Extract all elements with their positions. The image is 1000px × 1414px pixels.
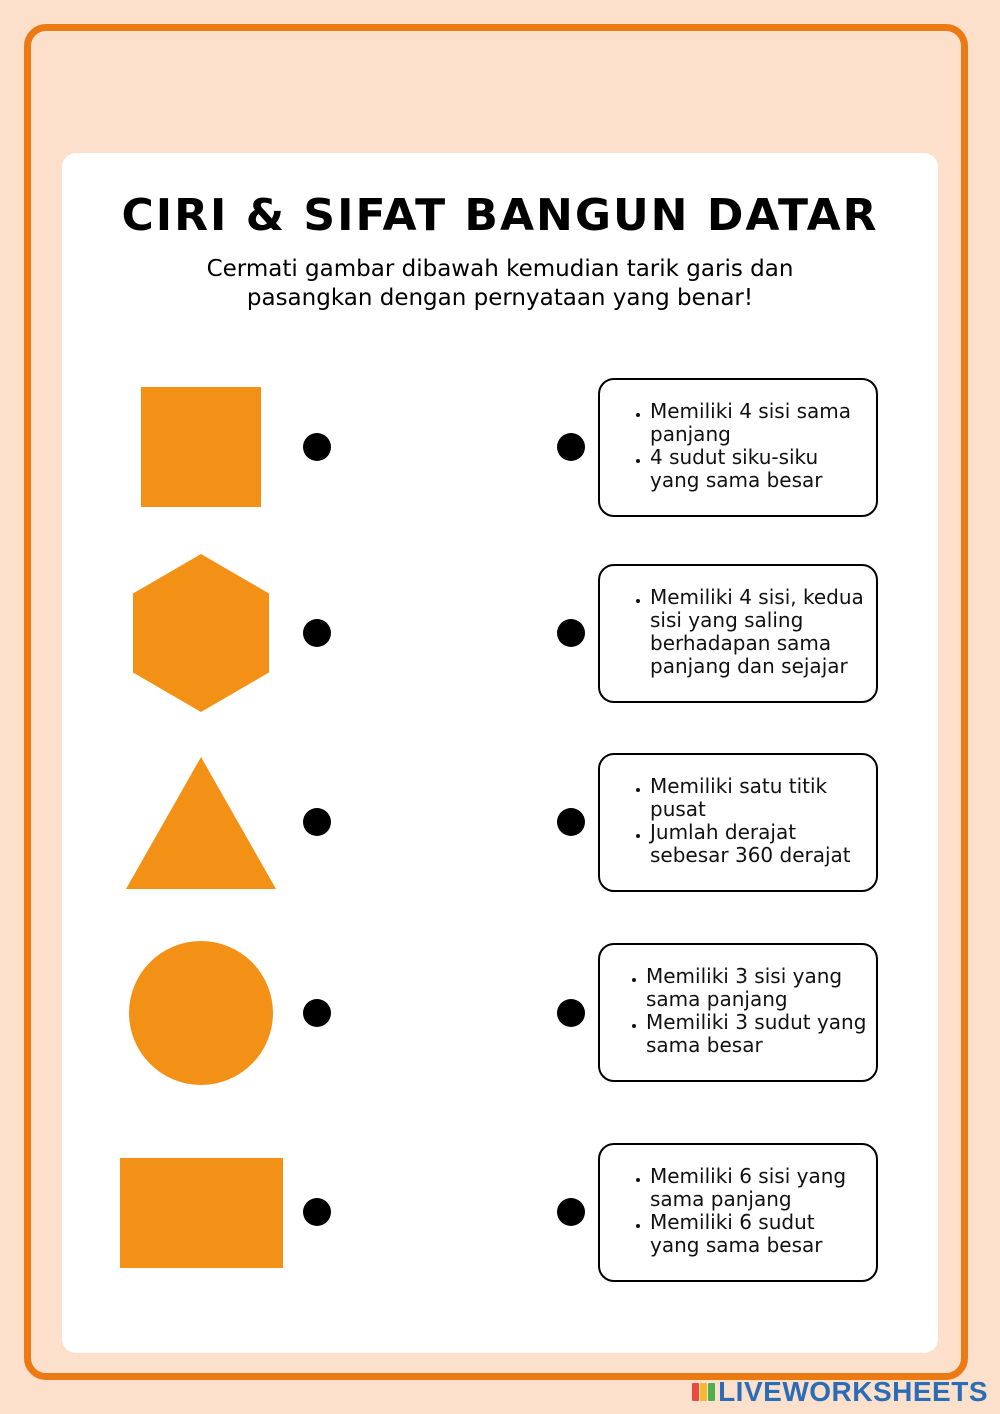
statement-list xyxy=(600,586,868,678)
statement-list xyxy=(600,1165,868,1257)
triangle-shape xyxy=(126,757,276,889)
shape-connector-dot[interactable] xyxy=(303,619,331,647)
statement-box xyxy=(598,943,878,1082)
shape-connector-dot[interactable] xyxy=(303,808,331,836)
statement-box xyxy=(598,1143,878,1282)
statement-item: • Memiliki 6 sudut yang sama besar xyxy=(650,1211,868,1257)
statement-item: • 4 sudut siku-siku yang sama besar xyxy=(650,446,868,492)
statement-item: • Memiliki 4 sisi, kedua sisi yang saling berhadapan sama panjang dan sejajar xyxy=(650,586,868,678)
shape-connector-dot[interactable] xyxy=(303,1198,331,1226)
statement-list xyxy=(600,775,868,867)
statement-connector-dot[interactable] xyxy=(557,619,585,647)
statement-item: • Jumlah derajat sebesar 360 derajat xyxy=(650,821,868,867)
statement-box xyxy=(598,753,878,892)
statement-item: • Memiliki 4 sisi sama panjang xyxy=(650,400,868,446)
statement-list xyxy=(600,965,868,1057)
worksheet-instruction: Cermati gambar dibawah kemudian tarik garis dan pasangkan dengan pernyataan yang benar! xyxy=(206,256,794,311)
hexagon-shape xyxy=(133,554,269,712)
statement-connector-dot[interactable] xyxy=(557,1198,585,1226)
worksheet-title: CIRI & SIFAT BANGUN DATAR xyxy=(121,190,879,241)
statement-connector-dot[interactable] xyxy=(557,808,585,836)
statement-item: • Memiliki 3 sisi yang sama panjang xyxy=(646,965,868,1011)
shape-connector-dot[interactable] xyxy=(303,433,331,461)
liveworksheets-logo xyxy=(692,1376,988,1408)
statement-connector-dot[interactable] xyxy=(557,433,585,461)
statement-box xyxy=(598,378,878,517)
statement-box xyxy=(598,564,878,703)
brand-name: LIVEWORKSHEETS xyxy=(718,1376,988,1407)
square-shape xyxy=(141,387,261,507)
statement-list xyxy=(600,400,868,492)
statement-item: • Memiliki 6 sisi yang sama panjang xyxy=(650,1165,868,1211)
statement-item: • Memiliki satu titik pusat xyxy=(650,775,868,821)
circle-shape xyxy=(129,941,273,1085)
statement-connector-dot[interactable] xyxy=(557,999,585,1027)
liveworksheets-logo-icon xyxy=(692,1383,715,1401)
rectangle-shape xyxy=(120,1158,283,1268)
shape-connector-dot[interactable] xyxy=(303,999,331,1027)
statement-item: • Memiliki 3 sudut yang sama besar xyxy=(646,1011,868,1057)
